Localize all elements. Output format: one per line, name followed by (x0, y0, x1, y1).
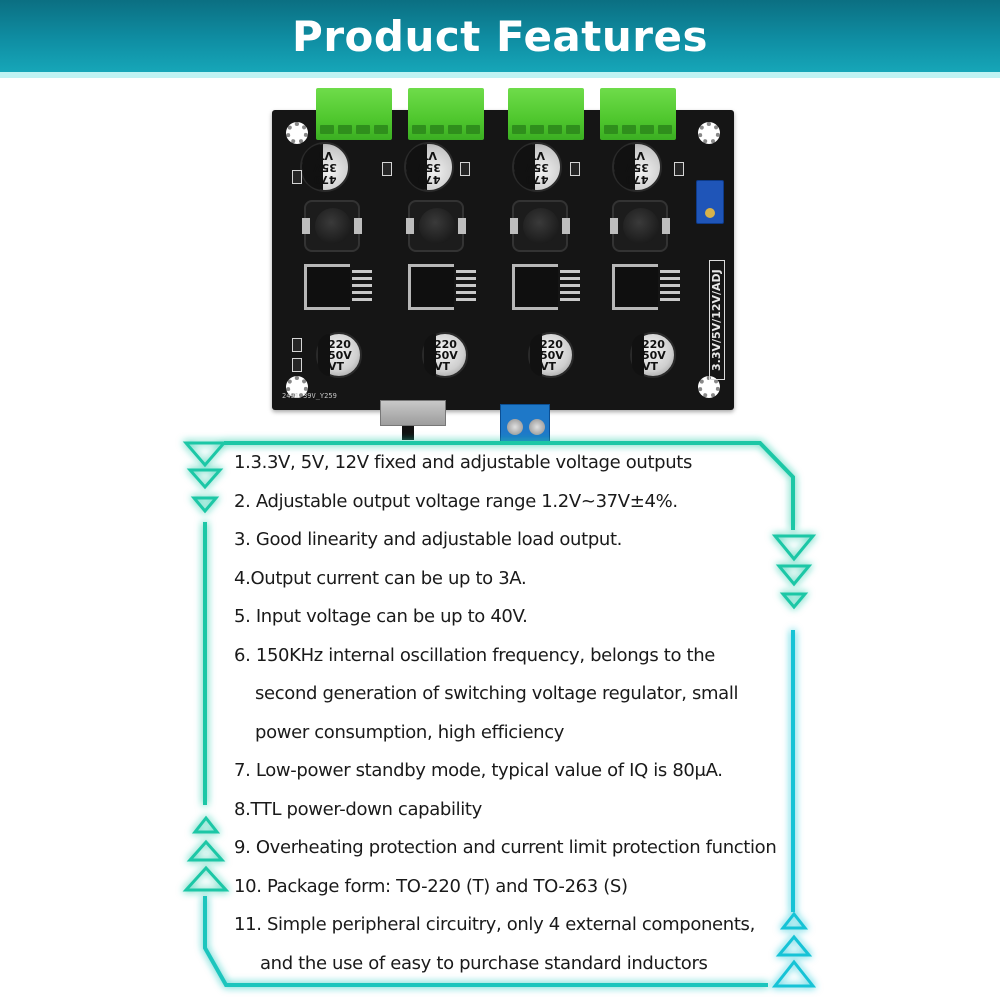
mount-hole (698, 122, 720, 144)
input-capacitor: 470 35V VT (512, 142, 562, 192)
regulator-chip (512, 264, 558, 310)
input-capacitor: 470 35V VT (404, 142, 454, 192)
switch-knob (402, 426, 414, 440)
output-terminal (600, 88, 676, 140)
feature-item-continuation: power consumption, high efficiency (255, 721, 565, 743)
silkscreen-code: 2491 39V_Y259 (282, 392, 337, 400)
feature-list (234, 444, 794, 983)
inductor (512, 200, 568, 252)
output-capacitor: 220 50V VT (528, 332, 574, 378)
feature-item: 3. Good linearity and adjustable load output. (234, 529, 623, 550)
regulator-chip (408, 264, 454, 310)
feature-item: 2. Adjustable output voltage range 1.2V~37V±4%. (234, 490, 678, 512)
regulator-chip (304, 264, 350, 310)
output-capacitor: 220 50V VT (316, 332, 362, 378)
header-divider (0, 72, 1000, 78)
triangle-up-icon (190, 842, 222, 860)
power-switch (380, 400, 446, 426)
feature-item-continuation: second generation of switching voltage regulator, small (255, 683, 739, 704)
output-capacitor: 220 50V VT (422, 332, 468, 378)
mount-hole (286, 122, 308, 144)
inductor (408, 200, 464, 252)
input-capacitor: 470 35V VT (300, 142, 350, 192)
pcb-board (272, 110, 734, 410)
output-terminal (408, 88, 484, 140)
feature-item: 7. Low-power standby mode, typical value of IQ is 80μA. (234, 760, 723, 781)
triangle-down-icon (190, 470, 220, 487)
input-capacitor: 470 35V VT (612, 142, 662, 192)
feature-item: 1.3.3V, 5V, 12V fixed and adjustable voltage outputs (234, 452, 693, 473)
input-terminal (500, 404, 550, 444)
feature-item: 4.Output current can be up to 3A. (234, 567, 527, 589)
output-terminal (508, 88, 584, 140)
triangle-down-icon (186, 443, 224, 465)
output-terminal (316, 88, 392, 140)
regulator-chip (612, 264, 658, 310)
feature-item: 6. 150KHz internal oscillation frequency, belongs to the (234, 644, 715, 666)
feature-item: 5. Input voltage can be up to 40V. (234, 606, 528, 627)
triangle-down-icon (194, 498, 216, 511)
inductor (304, 200, 360, 252)
triangle-up-icon (186, 868, 226, 890)
potentiometer (696, 180, 724, 224)
inductor (612, 200, 668, 252)
page-title: Product Features (292, 11, 708, 61)
feature-item: 10. Package form: TO-220 (T) and TO-263 (S) (234, 875, 628, 897)
product-image (268, 88, 738, 424)
feature-item: 8.TTL power-down capability (234, 798, 482, 820)
feature-item: 11. Simple peripheral circuitry, only 4 external components, (234, 914, 755, 935)
feature-item: 9. Overheating protection and current limit protection function (234, 837, 777, 858)
voltage-silkscreen-label: 3.3V/5V/12V/ADJ (709, 260, 725, 380)
feature-item-continuation: and the use of easy to purchase standard inductors (260, 952, 708, 974)
output-capacitor: 220 50V VT (630, 332, 676, 378)
header-banner (0, 0, 1000, 72)
triangle-up-icon (195, 818, 217, 832)
